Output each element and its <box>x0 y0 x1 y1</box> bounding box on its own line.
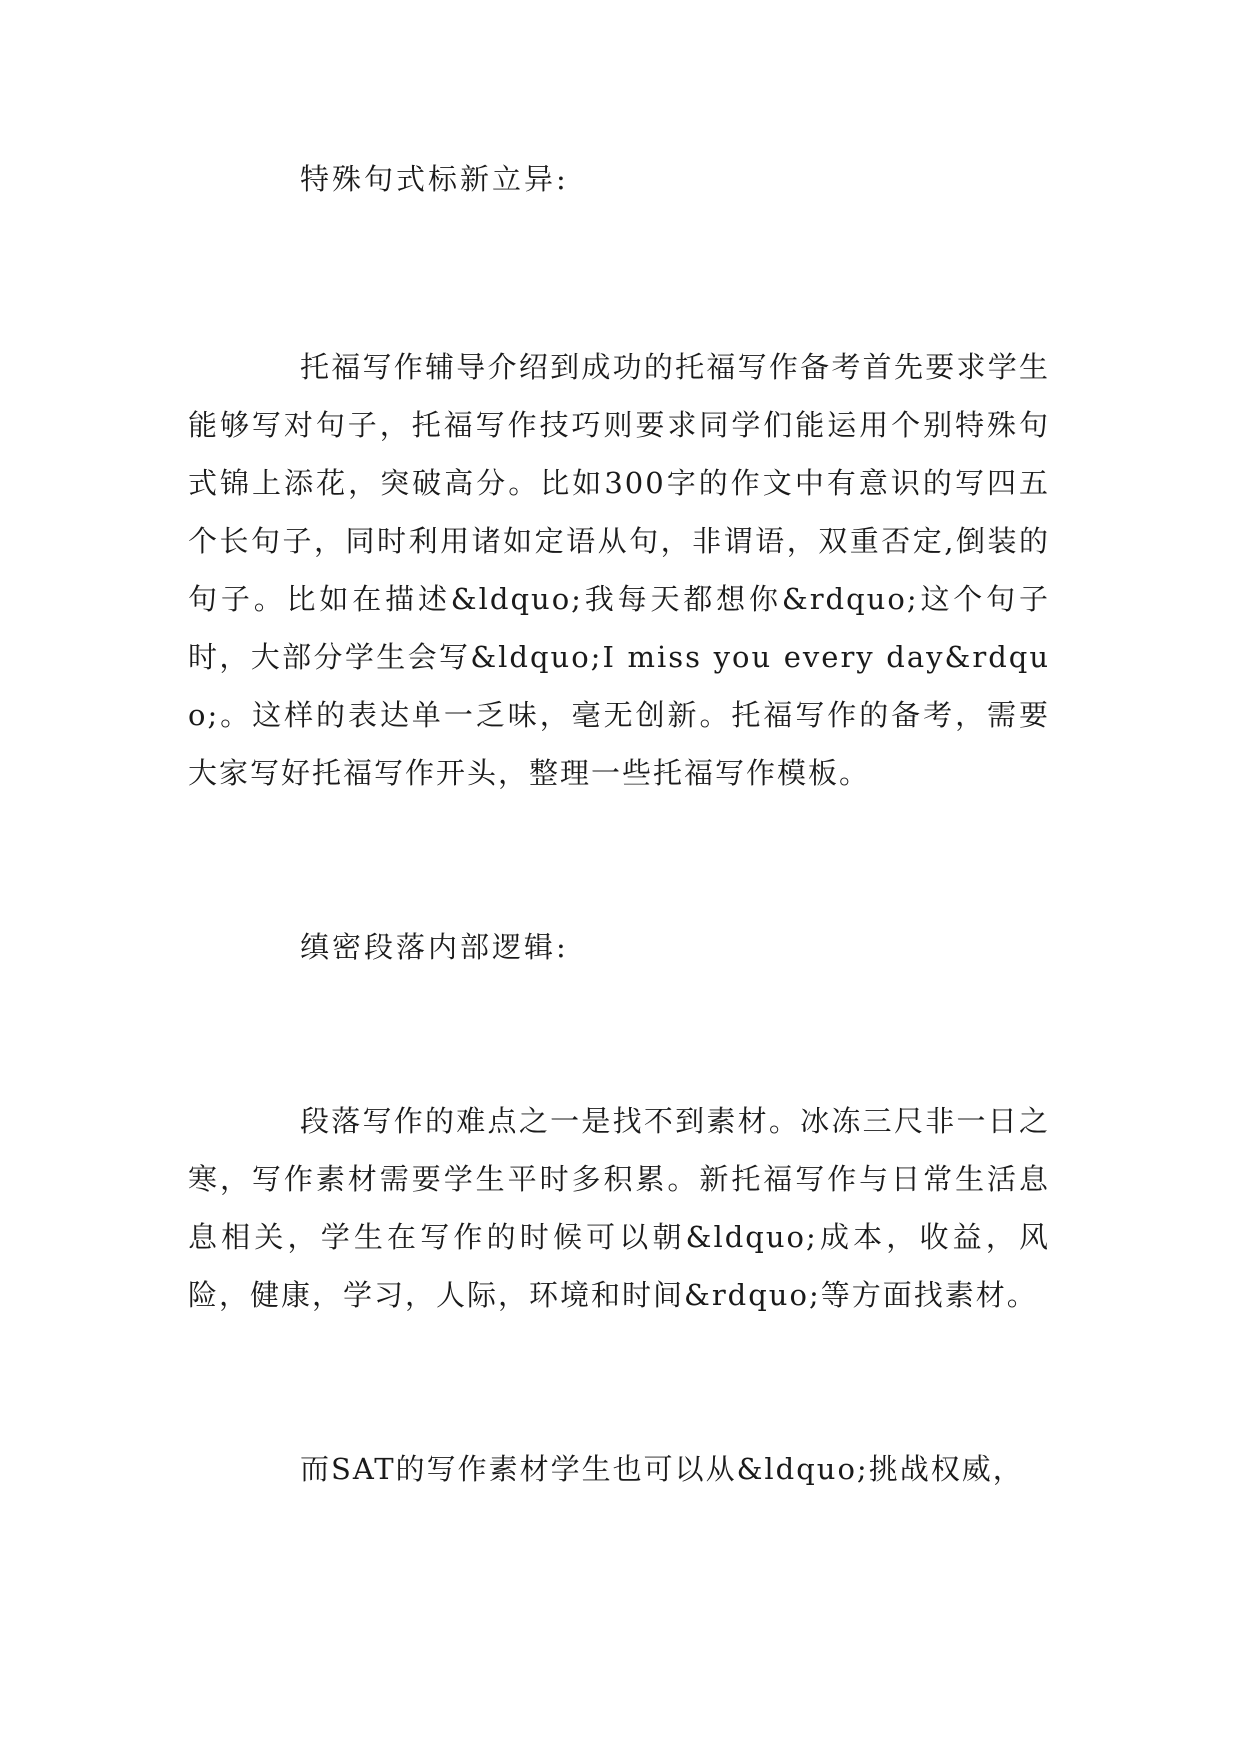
paragraph-sat-materials: 而SAT的写作素材学生也可以从&ldquo;挑战权威， <box>300 1452 1024 1486</box>
section-heading-special-sentences: 特殊句式标新立异: <box>300 162 569 196</box>
section-heading-paragraph-logic: 缜密段落内部逻辑: <box>300 930 569 964</box>
document-body <box>188 150 1050 1498</box>
paragraph-special-sentences: 托福写作辅导介绍到成功的托福写作备考首先要求学生能够写对句子，托福写作技巧则要求同学们能运用个别特殊句式锦上添花，突破高分。比如300字的作文中有意识的写四五个长句子，同时利用诸如定语从句，非谓语，双重否定,倒装的句子。比如在描述&ldquo;我每天都想你&rdquo;这个句子时，大部分学生会写&ldquo;I miss you every day&rdquo;。这样的表达单一乏味，毫无创新。托福写作的备考，需要大家写好托福写作开头，整理一些托福写作模板。 <box>188 350 1050 790</box>
paragraph-writing-materials: 段落写作的难点之一是找不到素材。冰冻三尺非一日之寒，写作素材需要学生平时多积累。新托福写作与日常生活息息相关，学生在写作的时候可以朝&ldquo;成本，收益，风险，健康，学习，人际，环境和时间&rdquo;等方面找素材。 <box>188 1104 1051 1312</box>
